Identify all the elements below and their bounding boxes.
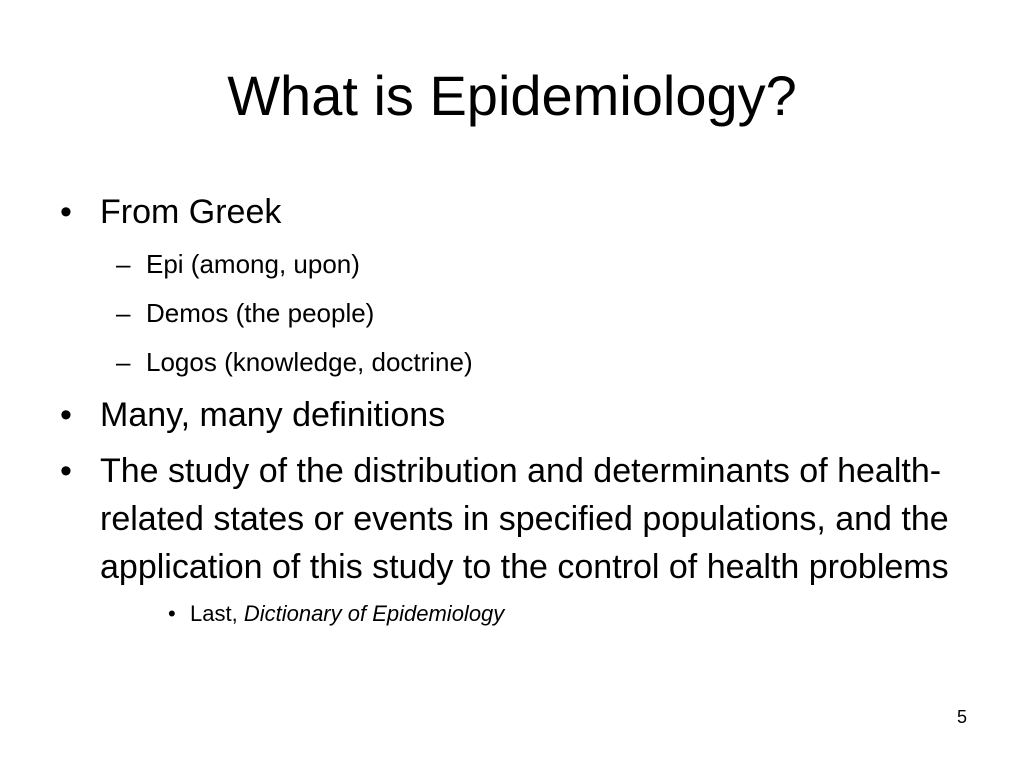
bullet-many-definitions (60, 391, 980, 439)
dash-bullet-icon: – (116, 347, 131, 377)
bullet-dot-icon: • (60, 396, 72, 434)
bullet-dot-icon: • (60, 452, 72, 490)
sub-bullet-demos (60, 293, 980, 333)
dash-bullet-icon: – (116, 298, 131, 328)
page-number: 5 (956, 707, 967, 727)
citation (60, 599, 980, 629)
slide-body (60, 188, 980, 629)
bullet-text: The study of the distribution and determinants of health-related states or events in specified populations, and the application of this study to the control of health problems (100, 452, 949, 586)
sub-bullet-logos (60, 342, 980, 382)
bullet-text: Many, many definitions (100, 396, 446, 434)
bullet-dot-icon: • (60, 193, 72, 231)
citation-work: Dictionary of Epidemiology (243, 601, 505, 626)
sub-bullet-epi (60, 244, 980, 284)
bullet-from-greek (60, 188, 980, 236)
citation-author: Last, (190, 601, 238, 626)
sub-bullet-text: Logos (knowledge, doctrine) (146, 347, 473, 377)
dash-bullet-icon: – (116, 249, 131, 279)
slide-title: What is Epidemiology? (227, 64, 797, 127)
sub-bullet-list (60, 244, 980, 382)
bullet-dot-icon: • (168, 601, 176, 626)
bullet-definition (60, 447, 980, 591)
bullet-text: From Greek (100, 193, 282, 231)
sub-bullet-text: Epi (among, upon) (146, 249, 360, 279)
sub-bullet-text: Demos (the people) (146, 298, 375, 328)
